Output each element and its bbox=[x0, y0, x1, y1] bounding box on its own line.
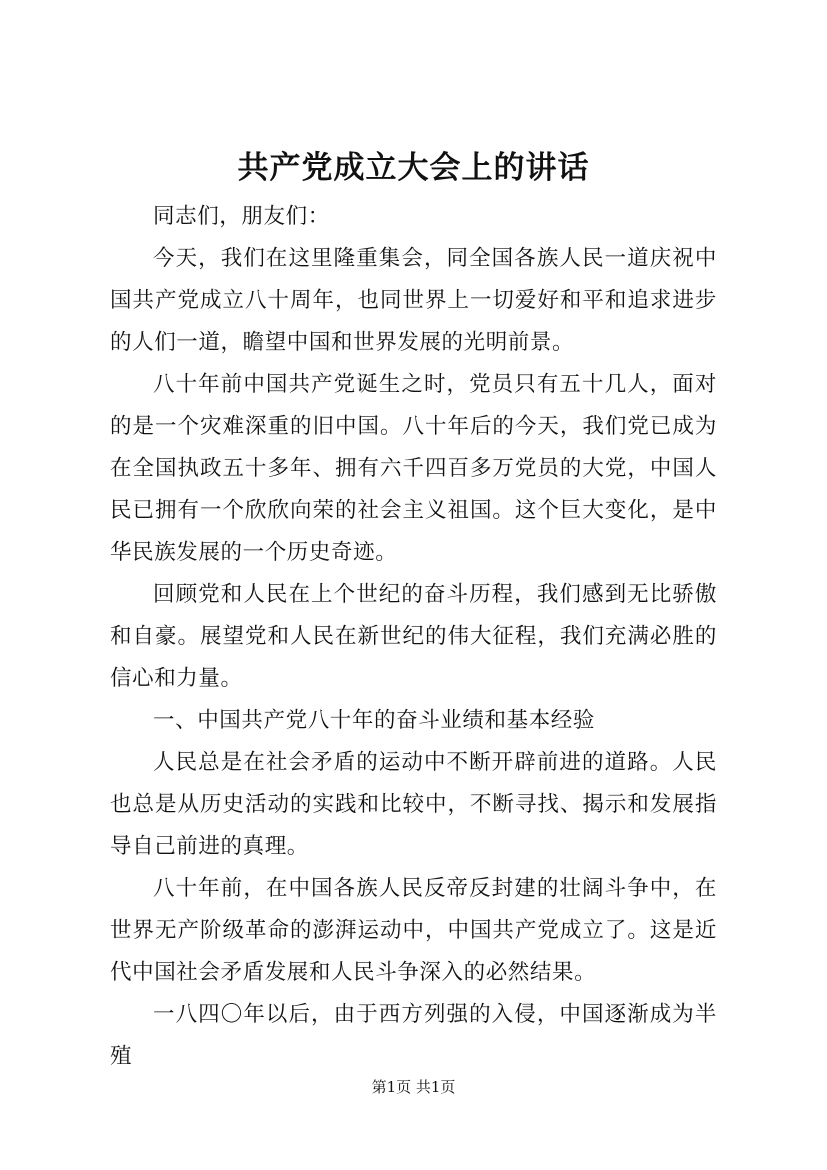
paragraph: 回顾党和人民在上个世纪的奋斗历程，我们感到无比骄傲和自豪。展望党和人民在新世纪的伟大征程，我们充满必胜的信心和力量。 bbox=[110, 582, 717, 691]
section-heading: 一、中国共产党八十年的奋斗业绩和基本经验 bbox=[153, 708, 596, 733]
page-footer: 第1页 共1页 bbox=[371, 1078, 456, 1096]
document-body bbox=[110, 196, 717, 1078]
paragraph: 一八四〇年以后，由于西方列强的入侵，中国逐渐成为半殖 bbox=[110, 1002, 717, 1069]
paragraph-salutation: 同志们，朋友们： bbox=[153, 204, 330, 229]
paragraph: 今天，我们在这里隆重集会，同全国各族人民一道庆祝中国共产党成立八十周年，也同世界上一切爱好和平和追求进步的人们一道，瞻望中国和世界发展的光明前景。 bbox=[110, 246, 717, 355]
document-title: 共产党成立大会上的讲话 bbox=[237, 150, 590, 186]
paragraph: 八十年前，在中国各族人民反帝反封建的壮阔斗争中，在世界无产阶级革命的澎湃运动中，中国共产党成立了。这是近代中国社会矛盾发展和人民斗争深入的必然结果。 bbox=[110, 876, 717, 985]
paragraph: 人民总是在社会矛盾的运动中不断开辟前进的道路。人民也总是从历史活动的实践和比较中，不断寻找、揭示和发展指导自己前进的真理。 bbox=[110, 750, 717, 859]
paragraph: 八十年前中国共产党诞生之时，党员只有五十几人，面对的是一个灾难深重的旧中国。八十年后的今天，我们党已成为在全国执政五十多年、拥有六千四百多万党员的大党，中国人民已拥有一个欣欣向荣的社会主义祖国。这个巨大变化，是中华民族发展的一个历史奇迹。 bbox=[110, 372, 717, 565]
